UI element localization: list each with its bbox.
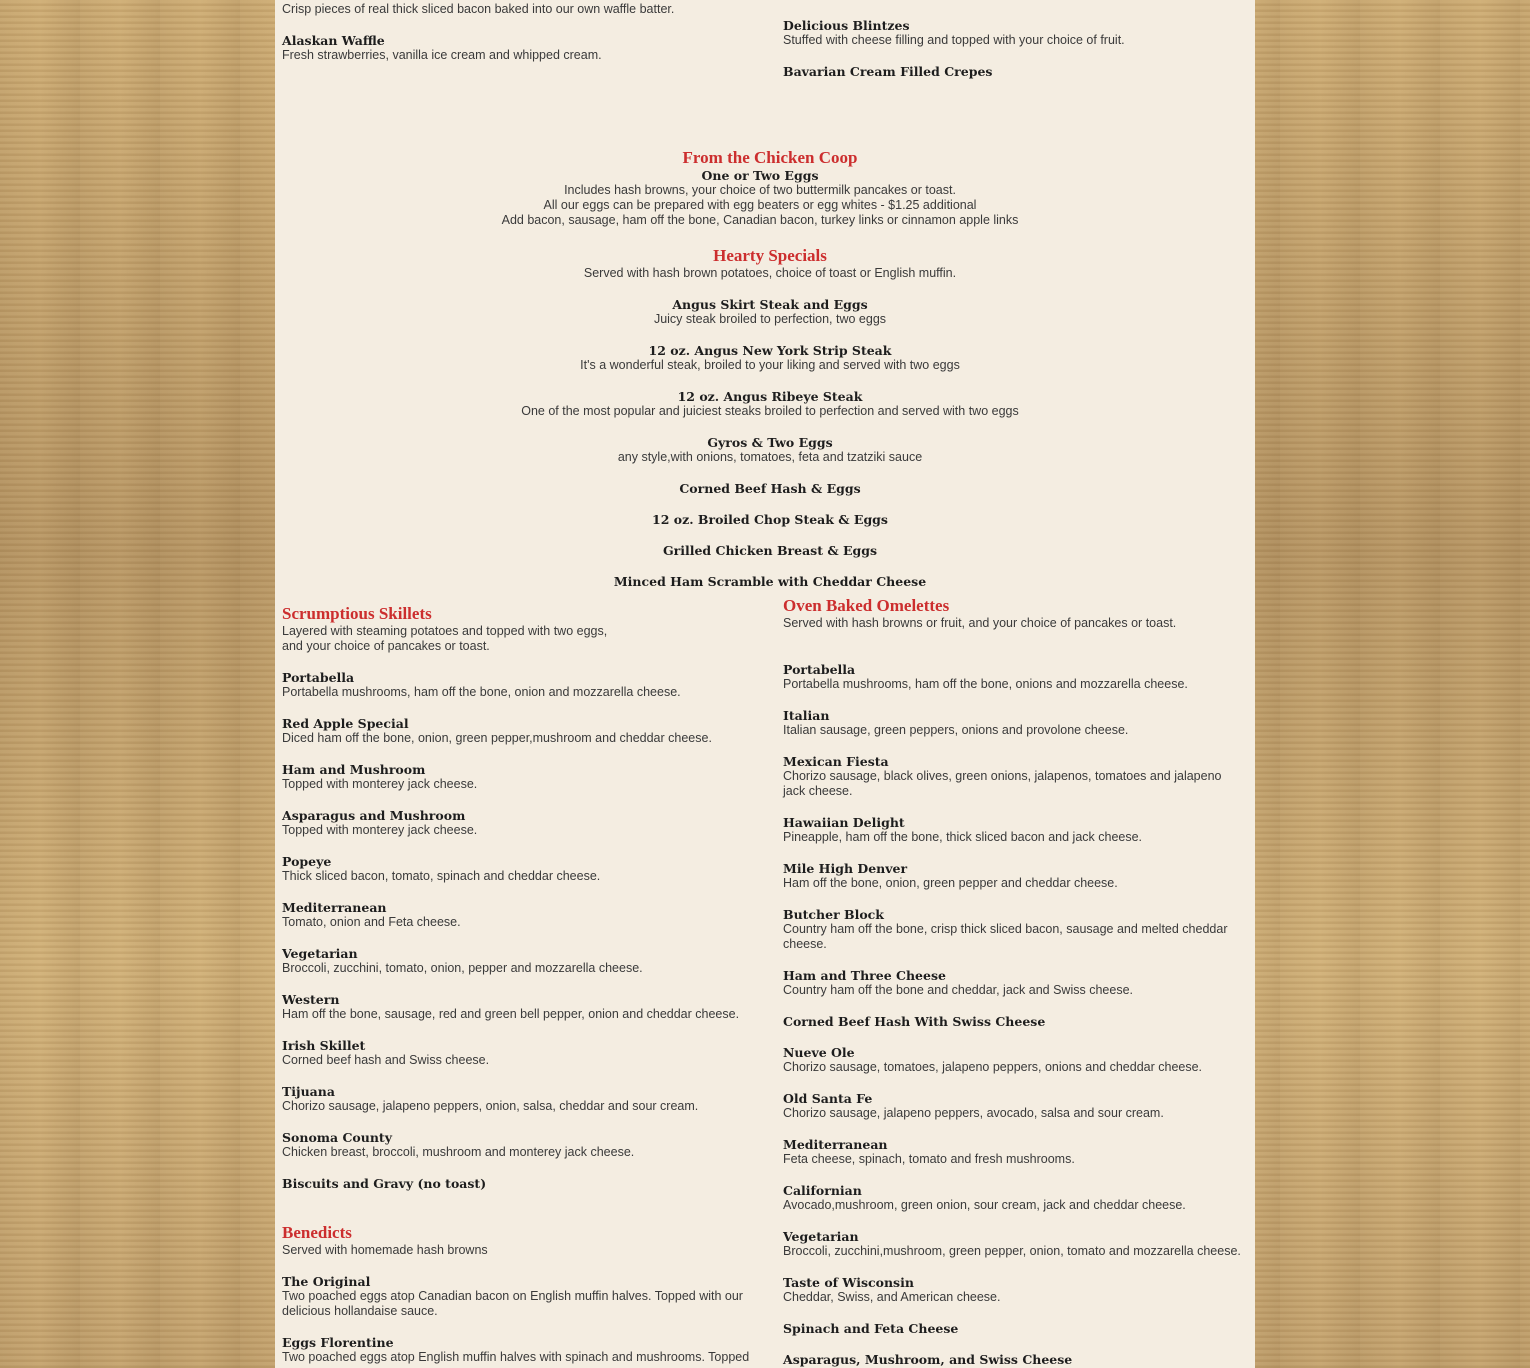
menu-item-name: Corned Beef Hash & Eggs: [679, 481, 861, 496]
menu-item-name: The Original: [282, 1274, 371, 1289]
item-description: Topped with monterey jack cheese.: [282, 823, 478, 837]
menu-item-name: 12 oz. Broiled Chop Steak & Eggs: [652, 512, 888, 527]
menu-item-name: Old Santa Fe: [783, 1091, 873, 1106]
menu-item-name: Alaskan Waffle: [282, 33, 385, 48]
menu-item-name: Vegetarian: [282, 946, 358, 961]
menu-item-name: Ham and Three Cheese: [783, 968, 946, 983]
menu-item-name: Sonoma County: [282, 1130, 392, 1145]
menu-item-name: Corned Beef Hash With Swiss Cheese: [783, 1014, 1046, 1029]
menu-item-name: Portabella: [783, 662, 856, 677]
menu-item-name: Ham and Mushroom: [282, 762, 426, 777]
item-description: Includes hash browns, your choice of two buttermilk pancakes or toast.: [564, 183, 956, 197]
item-description: any style,with onions, tomatoes, feta and tzatziki sauce: [617, 450, 923, 464]
item-description: Topped with monterey jack cheese.: [282, 777, 478, 791]
hearty-specials-section: [285, 246, 1255, 589]
item-description: Chorizo sausage, tomatoes, jalapeno peppers, onions and cheddar cheese.: [783, 1060, 1203, 1074]
item-description: Chorizo sausage, black olives, green onions, jalapenos, tomatoes and jalapeno jack cheese.: [783, 769, 1222, 798]
menu-item-name: Minced Ham Scramble with Cheddar Cheese: [613, 574, 927, 589]
item-description: Ham off the bone, sausage, red and green bell pepper, onion and cheddar cheese.: [282, 1007, 740, 1021]
menu-item-name: Mile High Denver: [783, 861, 908, 876]
item-description: Chicken breast, broccoli, mushroom and monterey jack cheese.: [282, 1145, 635, 1159]
menu-item-name: Bavarian Cream Filled Crepes: [783, 64, 993, 79]
section-title: Hearty Specials: [713, 246, 827, 265]
menu-item-name: Asparagus, Mushroom, and Swiss Cheese: [783, 1352, 1073, 1367]
waffles-section-fragment: [282, 2, 752, 63]
menu-item-name: Western: [282, 992, 340, 1007]
menu-item-name: Red Apple Special: [282, 716, 409, 731]
item-description: All our eggs can be prepared with egg beaters or egg whites - $1.25 additional: [543, 198, 977, 212]
item-description: Two poached eggs atop Canadian bacon on English muffin halves. Topped with our delicious hollandaise sauce.: [282, 1289, 743, 1318]
section-intro: Served with homemade hash browns: [282, 1243, 488, 1257]
item-description: Portabella mushrooms, ham off the bone, onions and mozzarella cheese.: [783, 677, 1188, 691]
item-description: Pineapple, ham off the bone, thick sliced bacon and jack cheese.: [783, 830, 1143, 844]
item-description: One of the most popular and juiciest steaks broiled to perfection and served with two eggs: [521, 404, 1019, 418]
item-description: Country ham off the bone, crisp thick sliced bacon, sausage and melted cheddar cheese.: [783, 922, 1228, 951]
menu-item-name: Angus Skirt Steak and Eggs: [672, 297, 868, 312]
item-description: Stuffed with cheese filling and topped with your choice of fruit.: [783, 33, 1125, 47]
section-intro: Served with hash browns or fruit, and your choice of pancakes or toast.: [783, 616, 1177, 630]
item-description: Feta cheese, spinach, tomato and fresh mushrooms.: [783, 1152, 1075, 1166]
menu-item-name: Gyros & Two Eggs: [707, 435, 833, 450]
item-description: Cheddar, Swiss, and American cheese.: [783, 1290, 1001, 1304]
section-title: Scrumptious Skillets: [282, 604, 432, 623]
menu-item-name: Californian: [783, 1183, 862, 1198]
chicken-coop-section: [275, 148, 1245, 228]
item-description: Corned beef hash and Swiss cheese.: [282, 1053, 490, 1067]
skillets-section: [282, 604, 752, 1191]
item-description: Tomato, onion and Feta cheese.: [282, 915, 461, 929]
menu-item-name: Biscuits and Gravy (no toast): [282, 1176, 487, 1191]
menu-item-name: Mexican Fiesta: [783, 754, 889, 769]
menu-item-name: Mediterranean: [783, 1137, 888, 1152]
item-description: Fresh strawberries, vanilla ice cream and whipped cream.: [282, 48, 602, 62]
section-title: Benedicts: [282, 1223, 352, 1242]
menu-item-name: Butcher Block: [783, 907, 884, 922]
item-description: Two poached eggs atop English muffin halves with spinach and mushrooms. Topped: [282, 1350, 750, 1364]
section-title: Oven Baked Omelettes: [783, 596, 950, 615]
omelettes-section: [783, 596, 1243, 1367]
item-description: Ham off the bone, onion, green pepper and cheddar cheese.: [783, 876, 1118, 890]
menu-item-name: Irish Skillet: [282, 1038, 366, 1053]
menu-item-name: Taste of Wisconsin: [783, 1275, 914, 1290]
menu-item-name: Eggs Florentine: [282, 1335, 394, 1350]
item-description: It's a wonderful steak, broiled to your liking and served with two eggs: [580, 358, 960, 372]
menu-item-name: Hawaiian Delight: [783, 815, 905, 830]
item-description: Add bacon, sausage, ham off the bone, Canadian bacon, turkey links or cinnamon apple links: [501, 213, 1019, 227]
menu-item-name: 12 oz. Angus New York Strip Steak: [648, 343, 892, 358]
menu-item-name: Portabella: [282, 670, 355, 685]
section-intro: Layered with steaming potatoes and topped with two eggs,: [282, 624, 608, 638]
item-description: Country ham off the bone and cheddar, jack and Swiss cheese.: [783, 983, 1133, 997]
section-intro: Served with hash brown potatoes, choice of toast or English muffin.: [583, 266, 957, 280]
menu-item-name: 12 oz. Angus Ribeye Steak: [677, 389, 863, 404]
menu-item-name: Grilled Chicken Breast & Eggs: [662, 543, 878, 558]
menu-item-name: Popeye: [282, 854, 332, 869]
menu-item-name: One or Two Eggs: [701, 168, 819, 183]
section-title: From the Chicken Coop: [682, 148, 858, 167]
crepes-section-fragment: [783, 18, 1243, 79]
item-description: Chorizo sausage, jalapeno peppers, avocado, salsa and sour cream.: [783, 1106, 1164, 1120]
item-description: Thick sliced bacon, tomato, spinach and cheddar cheese.: [282, 869, 601, 883]
menu-item-name: Spinach and Feta Cheese: [783, 1321, 959, 1336]
item-description: Chorizo sausage, jalapeno peppers, onion, salsa, cheddar and sour cream.: [282, 1099, 699, 1113]
menu-item-name: Nueve Ole: [783, 1045, 855, 1060]
item-description: Italian sausage, green peppers, onions and provolone cheese.: [783, 723, 1129, 737]
menu-item-name: Delicious Blintzes: [783, 18, 910, 33]
menu-item-name: Italian: [783, 708, 830, 723]
menu-item-name: Asparagus and Mushroom: [282, 808, 466, 823]
item-description: Avocado,mushroom, green onion, sour cream, jack and cheddar cheese.: [783, 1198, 1186, 1212]
item-description: Diced ham off the bone, onion, green pepper,mushroom and cheddar cheese.: [282, 731, 712, 745]
item-description: Juicy steak broiled to perfection, two eggs: [653, 312, 887, 326]
item-description: Broccoli, zucchini, tomato, onion, pepper and mozzarella cheese.: [282, 961, 643, 975]
item-description: Broccoli, zucchini,mushroom, green pepper, onion, tomato and mozzarella cheese.: [783, 1244, 1241, 1258]
menu-item-name: Mediterranean: [282, 900, 387, 915]
menu-item-name: Vegetarian: [783, 1229, 859, 1244]
menu-item-name: Tijuana: [282, 1084, 335, 1099]
item-description: Crisp pieces of real thick sliced bacon baked into our own waffle batter.: [282, 2, 675, 16]
item-description: Portabella mushrooms, ham off the bone, onion and mozzarella cheese.: [282, 685, 681, 699]
benedicts-section: [282, 1223, 752, 1365]
section-intro: and your choice of pancakes or toast.: [282, 639, 490, 653]
